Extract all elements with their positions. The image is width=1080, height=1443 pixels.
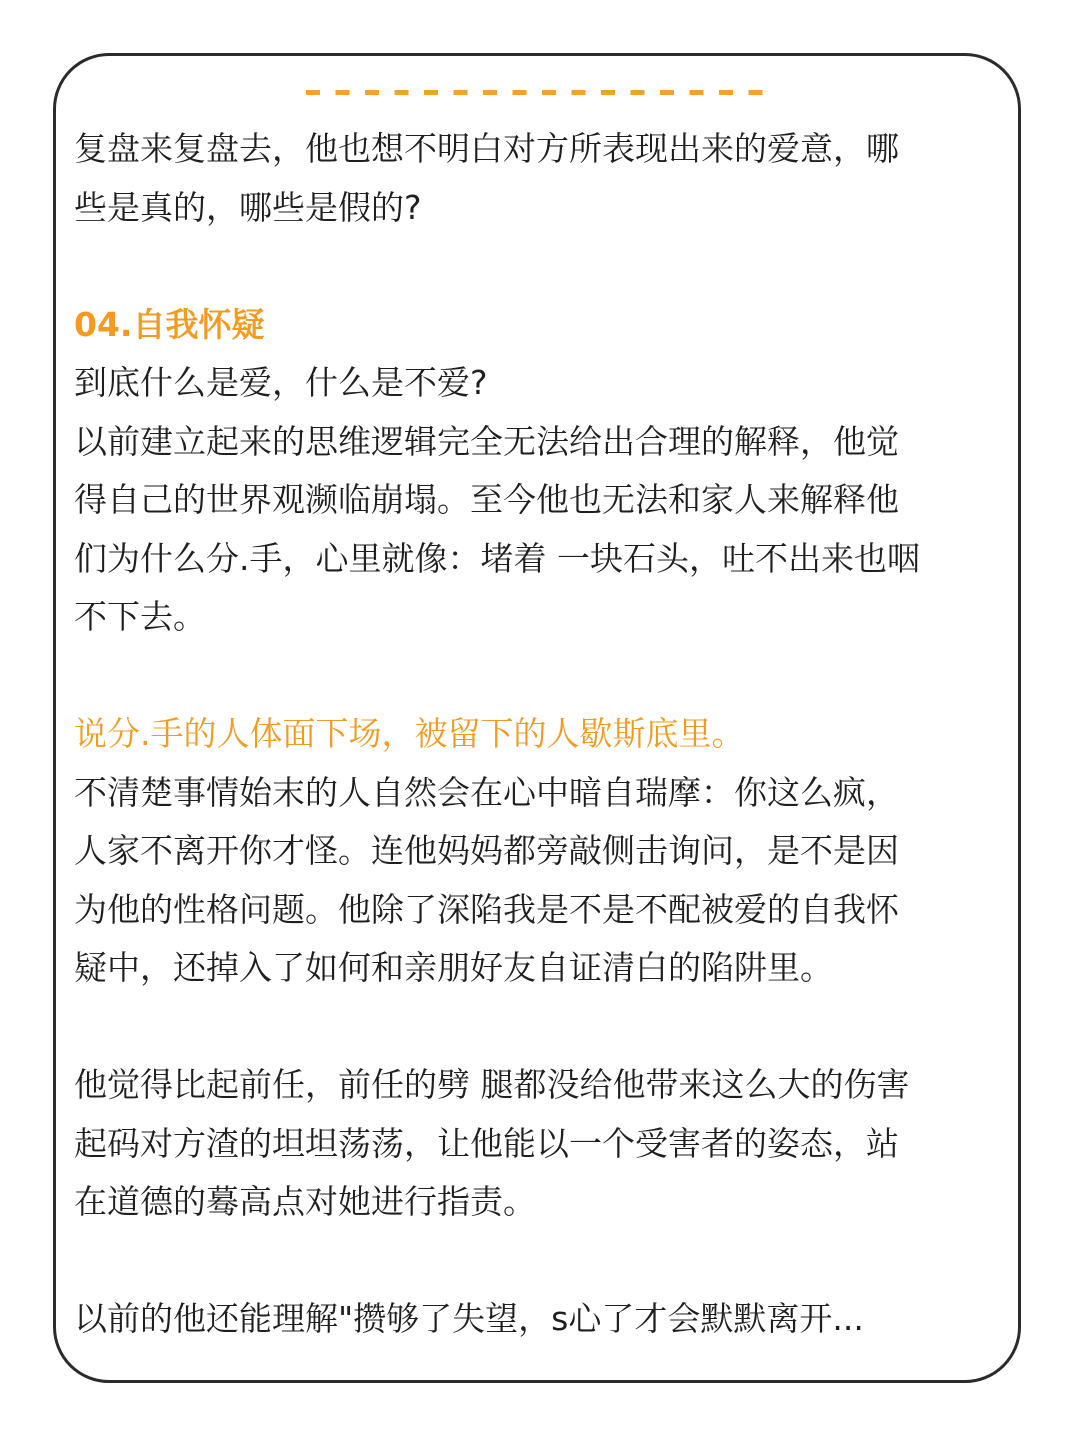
paragraph-spacer	[74, 998, 1009, 1057]
paragraph-speculation: 不清楚事情始末的人自然会在心中暗自瑞摩：你这么疯， 人家不离开你才怪。连他妈妈都旁敲侧击询问，是不是因 为他的性格问题。他除了深陷我是不是不配被爱的自我怀 疑中，还掉入了如何和亲朋好友自证清白的陷阱里。	[74, 772, 899, 987]
highlight-sentence: 说分.手的人体面下场，被留下的人歇斯底里。	[74, 714, 745, 753]
paragraph-spacer	[74, 1232, 1009, 1291]
decorative-dashed-divider	[306, 90, 776, 95]
paragraph-spacer	[74, 237, 1009, 296]
paragraph-self-doubt: 到底什么是爱，什么是不爱? 以前建立起来的思维逻辑完全无法给出合理的解释，他觉 得自己的世界观濒临崩塌。至今他也无法和家人来解释他 们为什么分.手，心里就像：堵着 一块石头，吐不出来也咽 不下去。	[74, 363, 920, 636]
article-body	[74, 120, 1009, 1349]
paragraph-spacer	[74, 647, 1009, 706]
paragraph-closing: 以前的他还能理解"攒够了失望，s心了才会默默离开...	[74, 1299, 864, 1338]
section-heading: 04.自我怀疑	[74, 304, 265, 344]
paragraph-review: 复盘来复盘去，他也想不明白对方所表现出来的爱意，哪 些是真的，哪些是假的?	[74, 129, 899, 227]
paragraph-comparison: 他觉得比起前任，前任的劈 腿都没给他带来这么大的伤害 起码对方渣的坦坦荡荡，让他能以一个受害者的姿态，站 在道德的蓦高点对她进行指责。	[74, 1065, 910, 1221]
